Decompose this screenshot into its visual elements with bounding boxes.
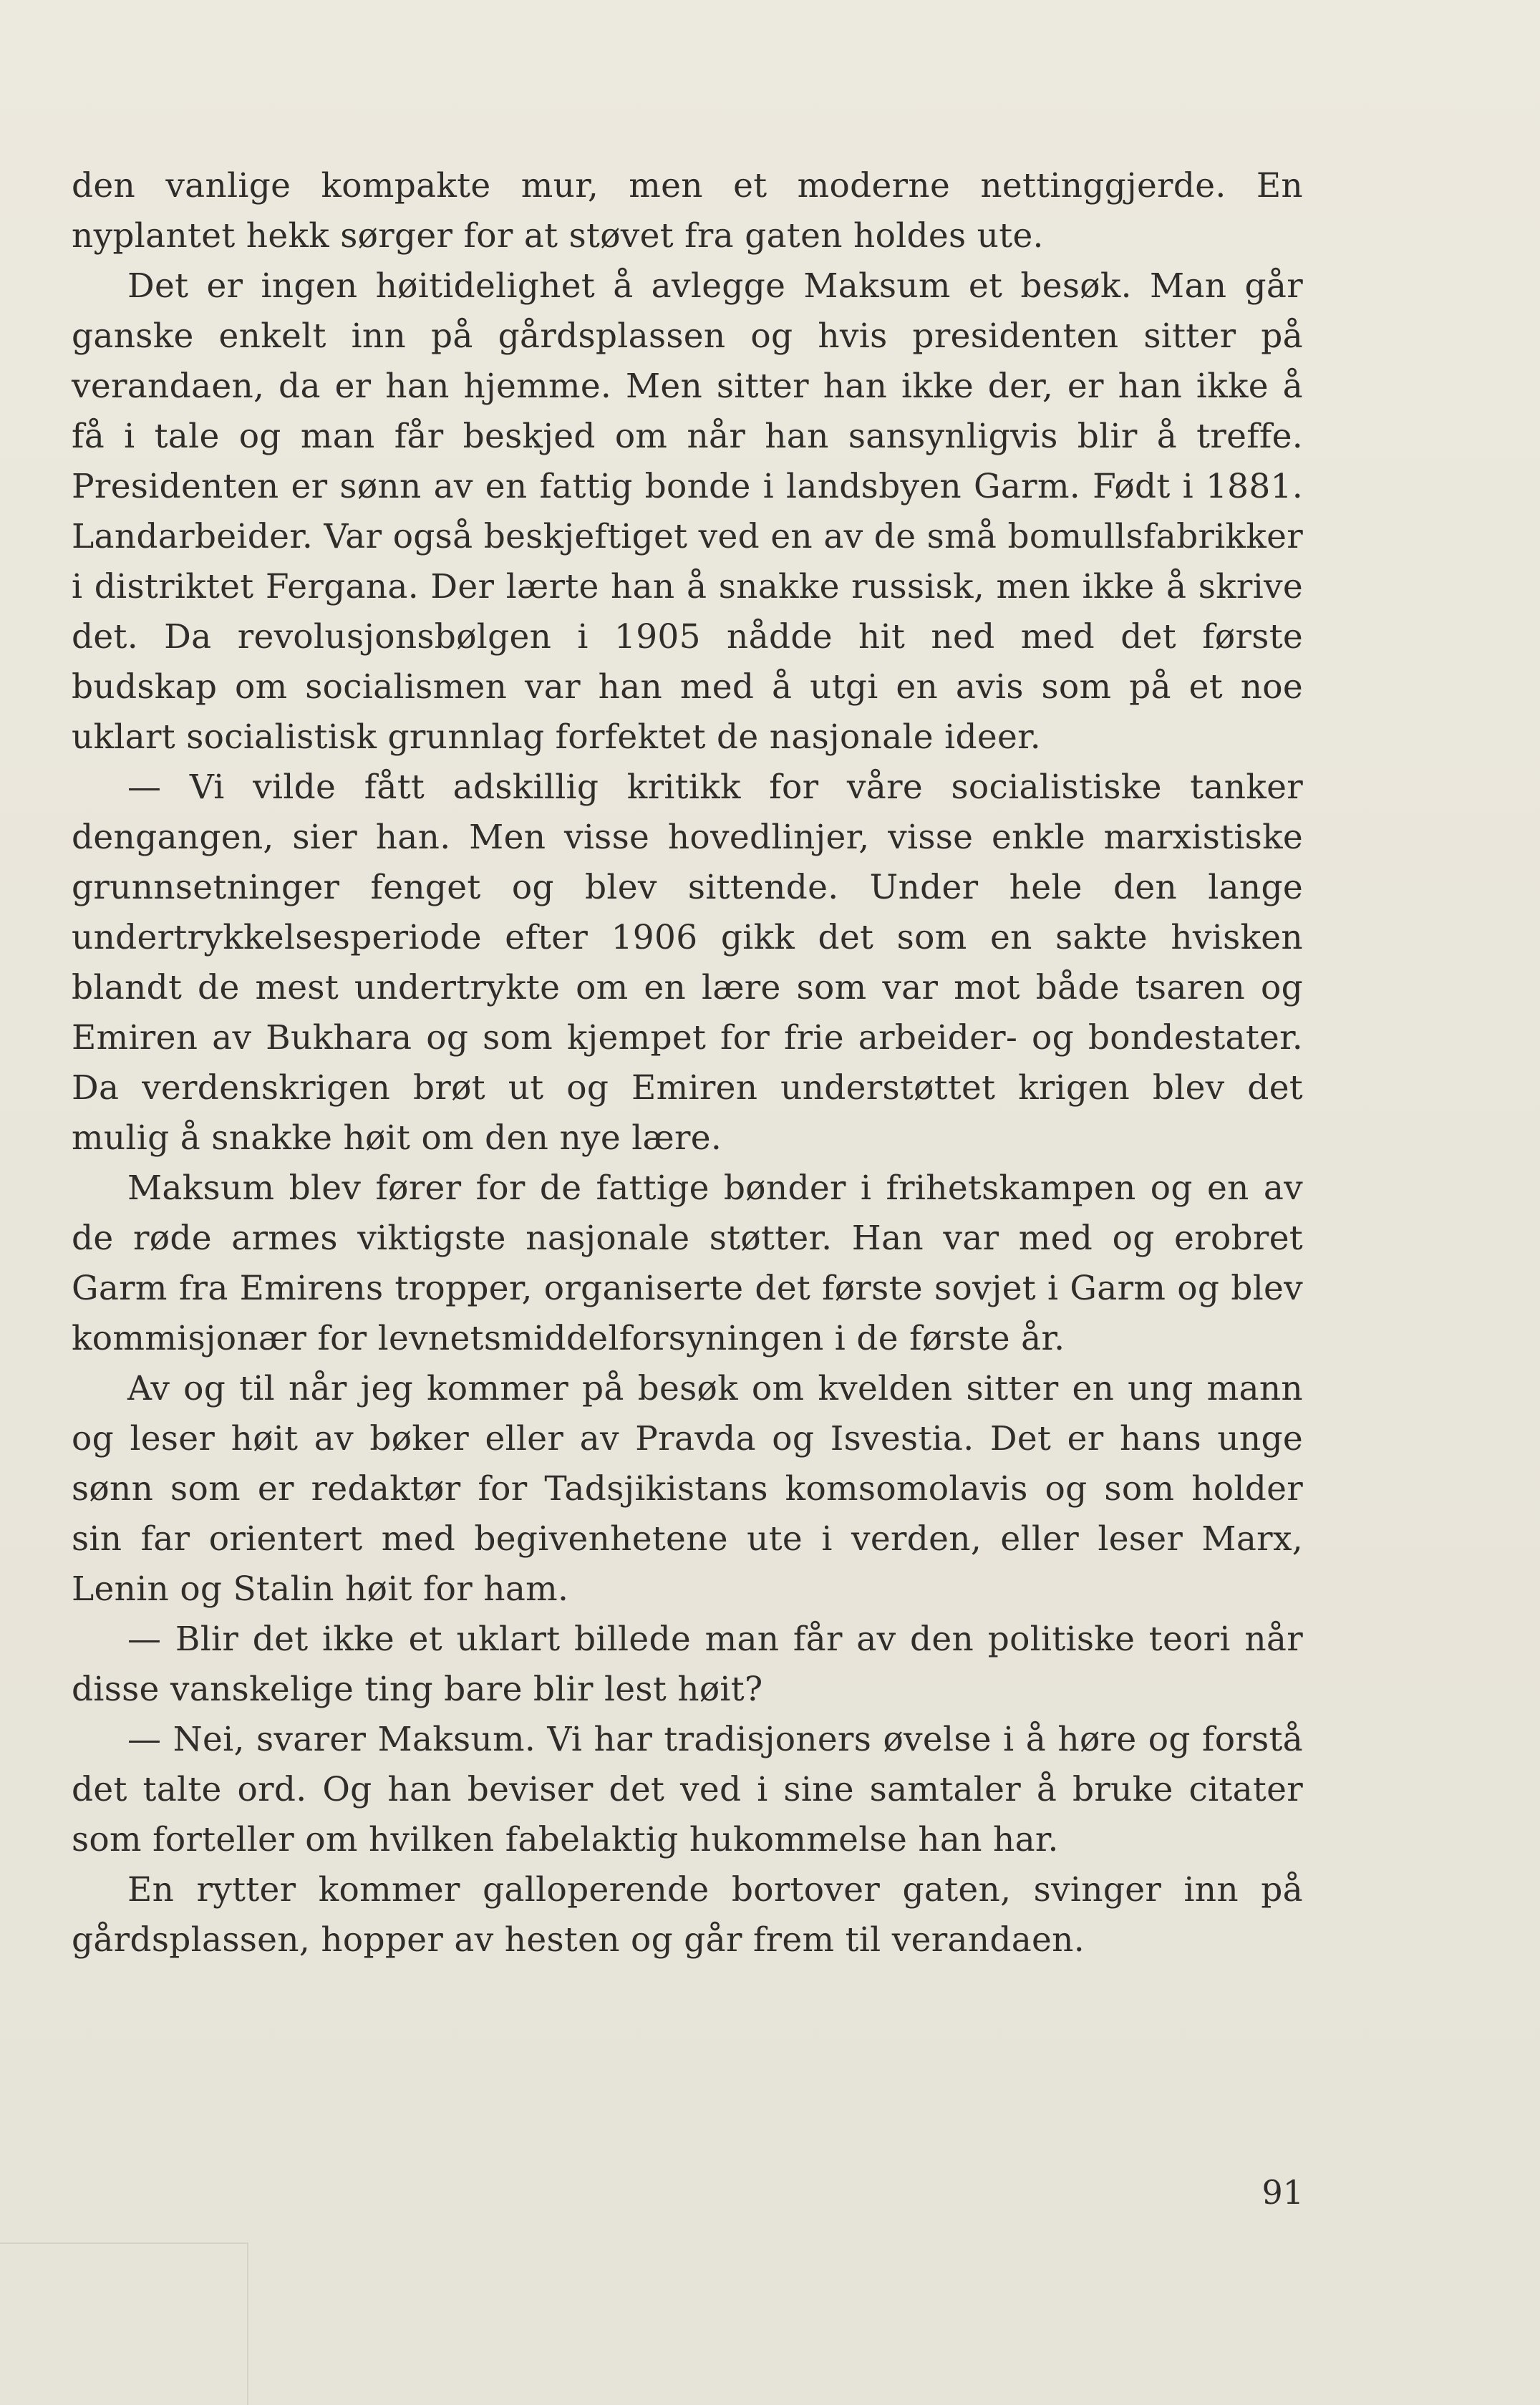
paragraph-8: En rytter kommer galloperende bortover gaten, svinger inn på gårdsplassen, hopper av hesten og går frem til verandaen. (72, 1870, 1303, 1960)
body-text (72, 161, 1303, 1965)
paragraph-5: Av og til når jeg kommer på besøk om kvelden sitter en ung mann og leser høit av bøker eller av Pravda og Isvestia. Det er hans unge sønn som er redaktør for Tadsjikistans komsomolavis og som holder sin far orientert med begivenhetene ute i verden, eller leser Marx, Lenin og Stalin høit for ham. (72, 1369, 1303, 1609)
paragraph-3: — Vi vilde fått adskillig kritikk for våre socialistiske tanker dengangen, sier han. Men visse hovedlinjer, visse enkle marxistiske grunnsetninger fenget og blev sittende. Under hele den lange undertrykkelsesperiode efter 1906 gikk det som en sakte hvisken blandt de mest undertrykte om en lære som var mot både tsaren og Emiren av Bukhara og som kjempet for frie arbeider- og bondestater. Da verdenskrigen brøt ut og Emiren understøttet krigen blev det mulig å snakke høit om den nye lære. (72, 768, 1303, 1158)
paragraph-1: den vanlige kompakte mur, men et moderne nettinggjerde. En nyplantet hekk sørger for at støvet fra gaten holdes ute. (72, 166, 1303, 256)
paragraph-2: Det er ingen høitidelighet å avlegge Maksum et besøk. Man går ganske enkelt inn på gårdsplassen og hvis presidenten sitter på verandaen, da er han hjemme. Men sitter han ikke der, er han ikke å få i tale og man får beskjed om når han sansynligvis blir å treffe. Presidenten er sønn av en fattig bonde i landsbyen Garm. Født i 1881. Landarbeider. Var også beskjeftiget ved en av de små bomullsfabrikker i distriktet Fergana. Der lærte han å snakke russisk, men ikke å skrive det. Da revolusjonsbølgen i 1905 nådde hit ned med det første budskap om socialismen var han med å utgi en avis som på et noe uklart socialistisk grunnlag forfektet de nasjonale ideer. (72, 266, 1303, 757)
paragraph-6: — Blir det ikke et uklart billede man får av den politiske teori når disse vanskelige ting bare blir lest høit? (72, 1620, 1303, 1709)
page-number: 91 (1261, 2173, 1304, 2212)
paragraph-4: Maksum blev fører for de fattige bønder i frihetskampen og en av de røde armes viktigste nasjonale støtter. Han var med og erobret Garm fra Emirens tropper, organiserte det første sovjet i Garm og blev kommisjonær for levnetsmiddelforsyningen i de første år. (72, 1168, 1303, 1358)
paragraph-7: — Nei, svarer Maksum. Vi har tradisjoners øvelse i å høre og forstå det talte ord. Og han beviser det ved i sine samtaler å bruke citater som forteller om hvilken fabelaktig hukommelse han har. (72, 1720, 1303, 1859)
scan-edge (0, 2242, 248, 2405)
